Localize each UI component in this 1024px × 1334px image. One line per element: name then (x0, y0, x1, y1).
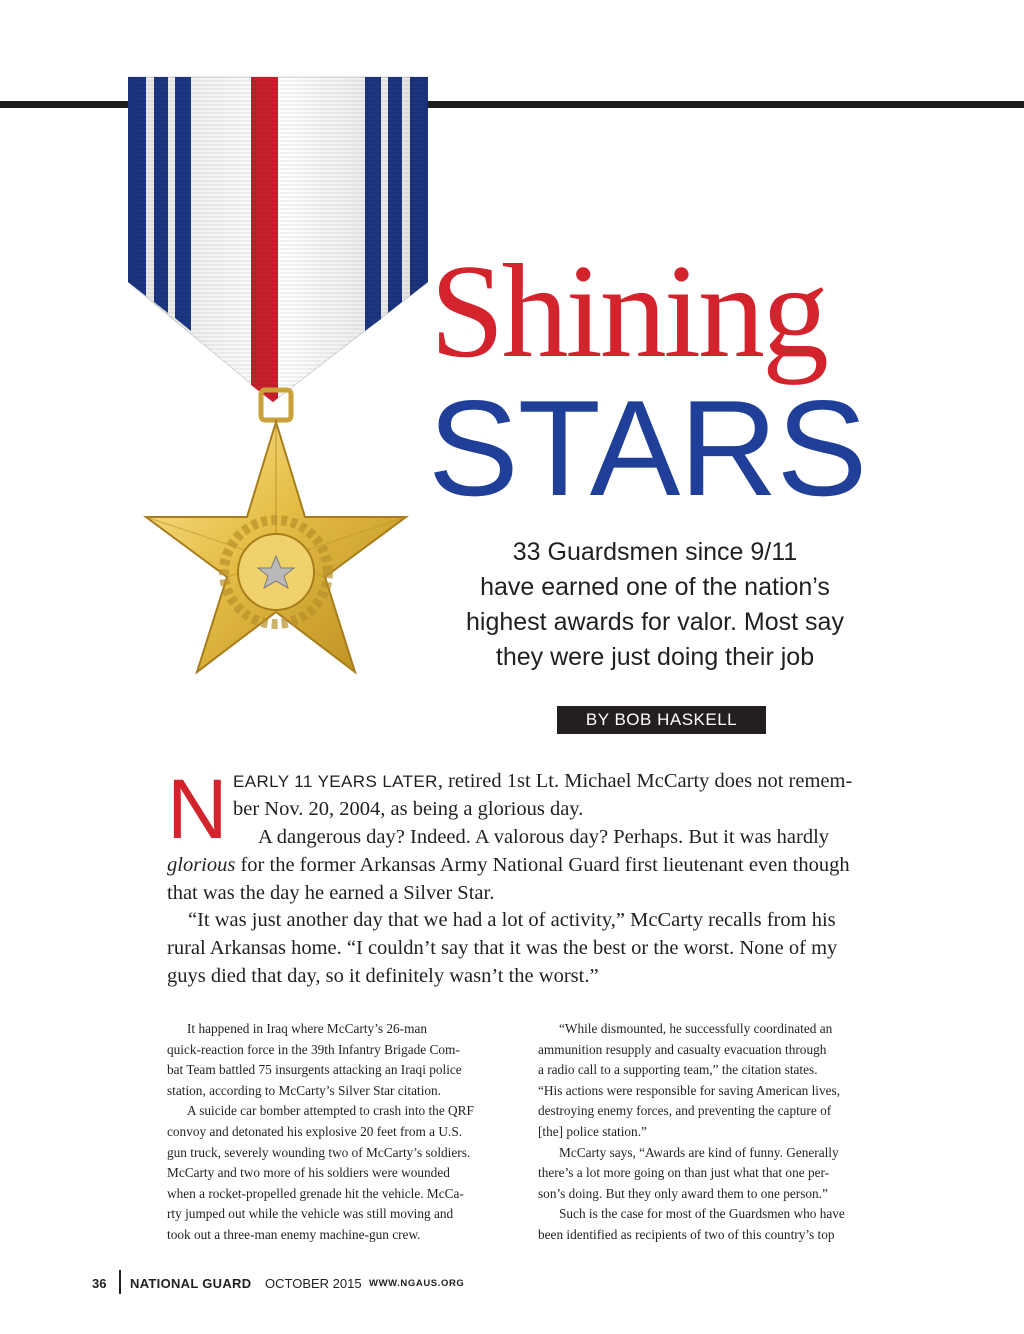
headline-stars: STARS (428, 372, 867, 524)
byline: BY BOB HASKELL (557, 706, 766, 734)
lead-line (233, 767, 852, 796)
body-line: ammunition resupply and casualty evacuation through (538, 1042, 827, 1057)
page-number: 36 (92, 1276, 107, 1291)
deck-line: they were just doing their job (495, 643, 815, 671)
publication-name: NATIONAL GUARD (130, 1276, 252, 1291)
body-line: McCarty says, “Awards are kind of funny. Generally (559, 1145, 839, 1160)
body-line: destroying enemy forces, and preventing the capture of (538, 1103, 832, 1118)
body-line: son’s doing. But they only award them to one person.” (538, 1186, 828, 1201)
body-line: been identified as recipients of two of this country’s top (538, 1227, 835, 1242)
body-line: took out a three-man enemy machine-gun crew. (167, 1227, 421, 1242)
body-line: It happened in Iraq where McCarty’s 26-man (187, 1021, 427, 1036)
deck-line: highest awards for valor. Most say (466, 608, 844, 636)
issue-date: OCTOBER 2015 (265, 1276, 362, 1291)
lead-line: “It was just another day that we had a lot of activity,” McCarty recalls from his (188, 909, 836, 931)
lead-italic: glorious (167, 854, 236, 876)
body-line: there’s a lot more going on than just what that one per- (538, 1165, 830, 1180)
body-line: station, according to McCarty’s Silver Star citation. (167, 1083, 442, 1098)
ribbon (128, 77, 428, 402)
drop-cap: N (167, 762, 228, 856)
lead-line: guys died that day, so it definitely wasn’t the worst.” (167, 965, 599, 987)
body-line: [the] police station.” (538, 1124, 647, 1139)
body-line: Such is the case for most of the Guardsmen who have (559, 1206, 845, 1221)
body-line: gun truck, severely wounding two of McCarty’s soldiers. (167, 1145, 471, 1160)
body-line: A suicide car bomber attempted to crash into the QRF (187, 1103, 474, 1118)
body-line: quick-reaction force in the 39th Infantry Brigade Com- (167, 1042, 460, 1057)
lead-line: rural Arkansas home. “I couldn’t say that it was the best or the worst. None of my (167, 937, 838, 959)
deck-line: have earned one of the nation’s (480, 573, 830, 601)
lead-text: for the former Arkansas Army National Guard first lieutenant even though (235, 854, 850, 876)
lead-text: , retired 1st Lt. Michael McCarty does not remem- (437, 770, 853, 792)
body-line: when a rocket-propelled grenade hit the vehicle. McCa- (167, 1186, 464, 1201)
lead-line: ber Nov. 20, 2004, as being a glorious day. (233, 798, 584, 820)
body-line: “His actions were responsible for saving American lives, (538, 1083, 841, 1098)
deck-line: 33 Guardsmen since 9/11 (512, 538, 798, 566)
lead-line: A dangerous day? Indeed. A valorous day? Perhaps. But it was hardly (258, 826, 830, 848)
lead-line: that was the day he earned a Silver Star. (167, 882, 495, 904)
body-line: convoy and detonated his explosive 20 feet from a U.S. (167, 1124, 463, 1139)
lead-line (167, 851, 850, 879)
body-line: rty jumped out while the vehicle was still moving and (167, 1206, 454, 1221)
body-line: bat Team battled 75 insurgents attacking an Iraqi police (167, 1062, 462, 1077)
body-line: McCarty and two more of his soldiers were wounded (167, 1165, 450, 1180)
website-url: WWW.NGAUS.ORG (369, 1278, 465, 1289)
silver-star-medal-image (128, 72, 428, 697)
star-pendant (146, 422, 406, 672)
body-line: a radio call to a supporting team,” the citation states. (538, 1062, 818, 1077)
body-line: “While dismounted, he successfully coordinated an (559, 1021, 833, 1036)
headline-shining: Shining (430, 237, 826, 385)
lead-caps: EARLY 11 YEARS LATER (233, 772, 438, 791)
footer-divider (119, 1270, 121, 1294)
